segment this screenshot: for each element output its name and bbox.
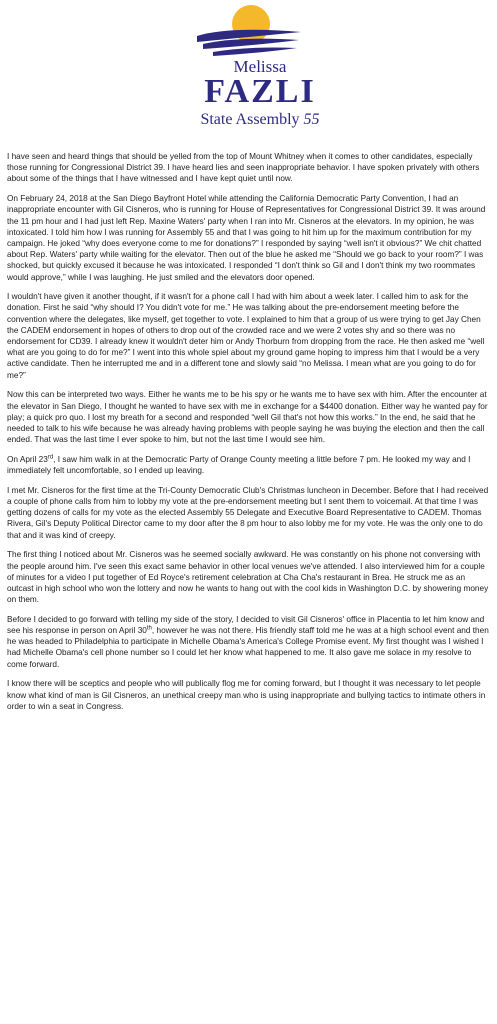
sun-waves-icon (189, 2, 309, 62)
paragraph: The first thing I noticed about Mr. Cisneros was he seemed socially awkward. He was constantly on his phone not conversing with the people around him. I've seen this exact same behavior in other local venues we've attended. I also interviewed him for a couple of minutes for a video I put together of Ed Royce's retirement celebration at Cha Cha's restaurant in Brea. He struck me as an outcast in high school who won the lottery and now he wants to hang out with the cool kids in Washington D.C. by showering money on them. (7, 550, 489, 605)
office-name: State Assembly (200, 111, 300, 128)
paragraph: Now this can be interpreted two ways. Either he wants me to be his spy or he wants me to have sex with him. After the encounter at the elevator in San Diego, I thought he wanted to have sex with me in exchange for a $4400 donation. Either way he wanted pay for play; a quick pro quo. I lost my breath for a second and responded “well Gil that's not how this works.” In the end, he said that he needed to talk to his wife because he was already having problems with people saying he was buying the election and then the call ended. That was the last time I ever spoke to him, but not the last time I would see him. (7, 390, 488, 445)
paragraph: On February 24, 2018 at the San Diego Bayfront Hotel while attending the California Democratic Party Convention, I had an inappropriate encounter with Gil Cisneros, who is running for House of Representatives for Congressional District 39. It was around the 11 pm hour and I had just left Rep. Maxine Waters' party when I ran into Mr. Cisneros at the elevators. In my opinion, he was intoxicated. I told him how I was running for Assembly 55 and that I was going to hit him up for the maximum contribution for my campaign. He joked “why does everyone come to me for donations?” I responded by saying “well isn't it obvious?” We chit chatted about Rep. Waters' party while waiting for the elevator. Then out of the blue he asked me “Should we go back to your room?” I was shocked, but quickly excused it because he was intoxicated. I responded “I don't think so Gil and I don't think my two roommates would approve,” while I was laughing. He just smiled and the elevators door opened. (7, 194, 486, 282)
paragraph: I met Mr. Cisneros for the first time at the Tri-County Democratic Club's Christmas luncheon in December. Before that I had received a couple of phone calls from him to lobby my vote at the pre-endorsement meeting but I sent them to voicemail. At that time I was getting dozens of calls for my vote as the elected Assembly 55 Delegate and Executive Board Representative to CADEM. Thomas Rivera, Gil's Deputy Political Director came to my door after the 8 pm hour to also lobby me for my vote. He was the only one to do that and it was kind of creepy. (7, 485, 489, 540)
candidate-first-name: Melissa (233, 57, 287, 76)
campaign-logo (0, 0, 497, 146)
ordinal-suffix: rd (47, 454, 54, 461)
paragraph: I know there will be sceptics and people who will publically flog me for coming forward, but I thought it was necessary to let people know what kind of man is Gil Cisneros, an unethical creepy man who is using inappropriate and bullying tactics to intimate others in order to win a seat in Congress. (7, 679, 486, 711)
paragraph: I have seen and heard things that should be yelled from the top of Mount Whitney when it comes to other candidates, especially those running for Congressional District 39. I have heard lies and seen inappropriate behavior. I have spoken privately with others about some of the things that I have witnessed and I have kept quiet until now. (7, 152, 480, 184)
candidate-last-name: FAZLI (204, 73, 316, 110)
paragraph-sup: On April 23rd, I saw him walk in at the Democratic Party of Orange County meeting a little before 7 pm. He looked my way and I immediately felt uncomfortable, so I ended up leaving. (7, 454, 471, 476)
ordinal-suffix: th (146, 625, 152, 632)
district-number: 55 (303, 111, 320, 128)
office-line (180, 111, 340, 129)
letter-body (7, 151, 493, 720)
paragraph-sup: Before I decided to go forward with telling my side of the story, I decided to visit Gil Cisneros' office in Placentia to let him know and see his response in person on April 30th, however he was not there. His friendly staff told me he was at a high school event and then he was headed to Philadelphia to participate in Michelle Obama's America's College Promise event. My first thought was I wished I had Michelle Obama's cell phone number so I could let her know what happened to me. It also gave me solace in my resolve to come forward. (7, 614, 489, 669)
paragraph: I wouldn't have given it another thought, if it wasn't for a phone call I had with him about a week later. I called him to ask for the donation. First he said “why should I? You didn't vote for me.” He was talking about the pre-endorsement meeting before the convention where the delegates, like myself, get together to vote. I explained to him that a group of us were trying to get Jay Chen the CADEM endorsement in hopes of others to drop out of the crowded race and we were 2 votes shy and so there was no endorsement for CD39. I already knew it wouldn't deter him or Andy Thorburn from dropping from the race. He then asked me “well what are you going to do for me?” I went into this whole spiel about my ground game hoping to impress him that I would be a very active candidate. Then he interrupted me and in a different tone and slowly said “no Melissa. I mean what are you going to do for me?” (7, 292, 485, 380)
